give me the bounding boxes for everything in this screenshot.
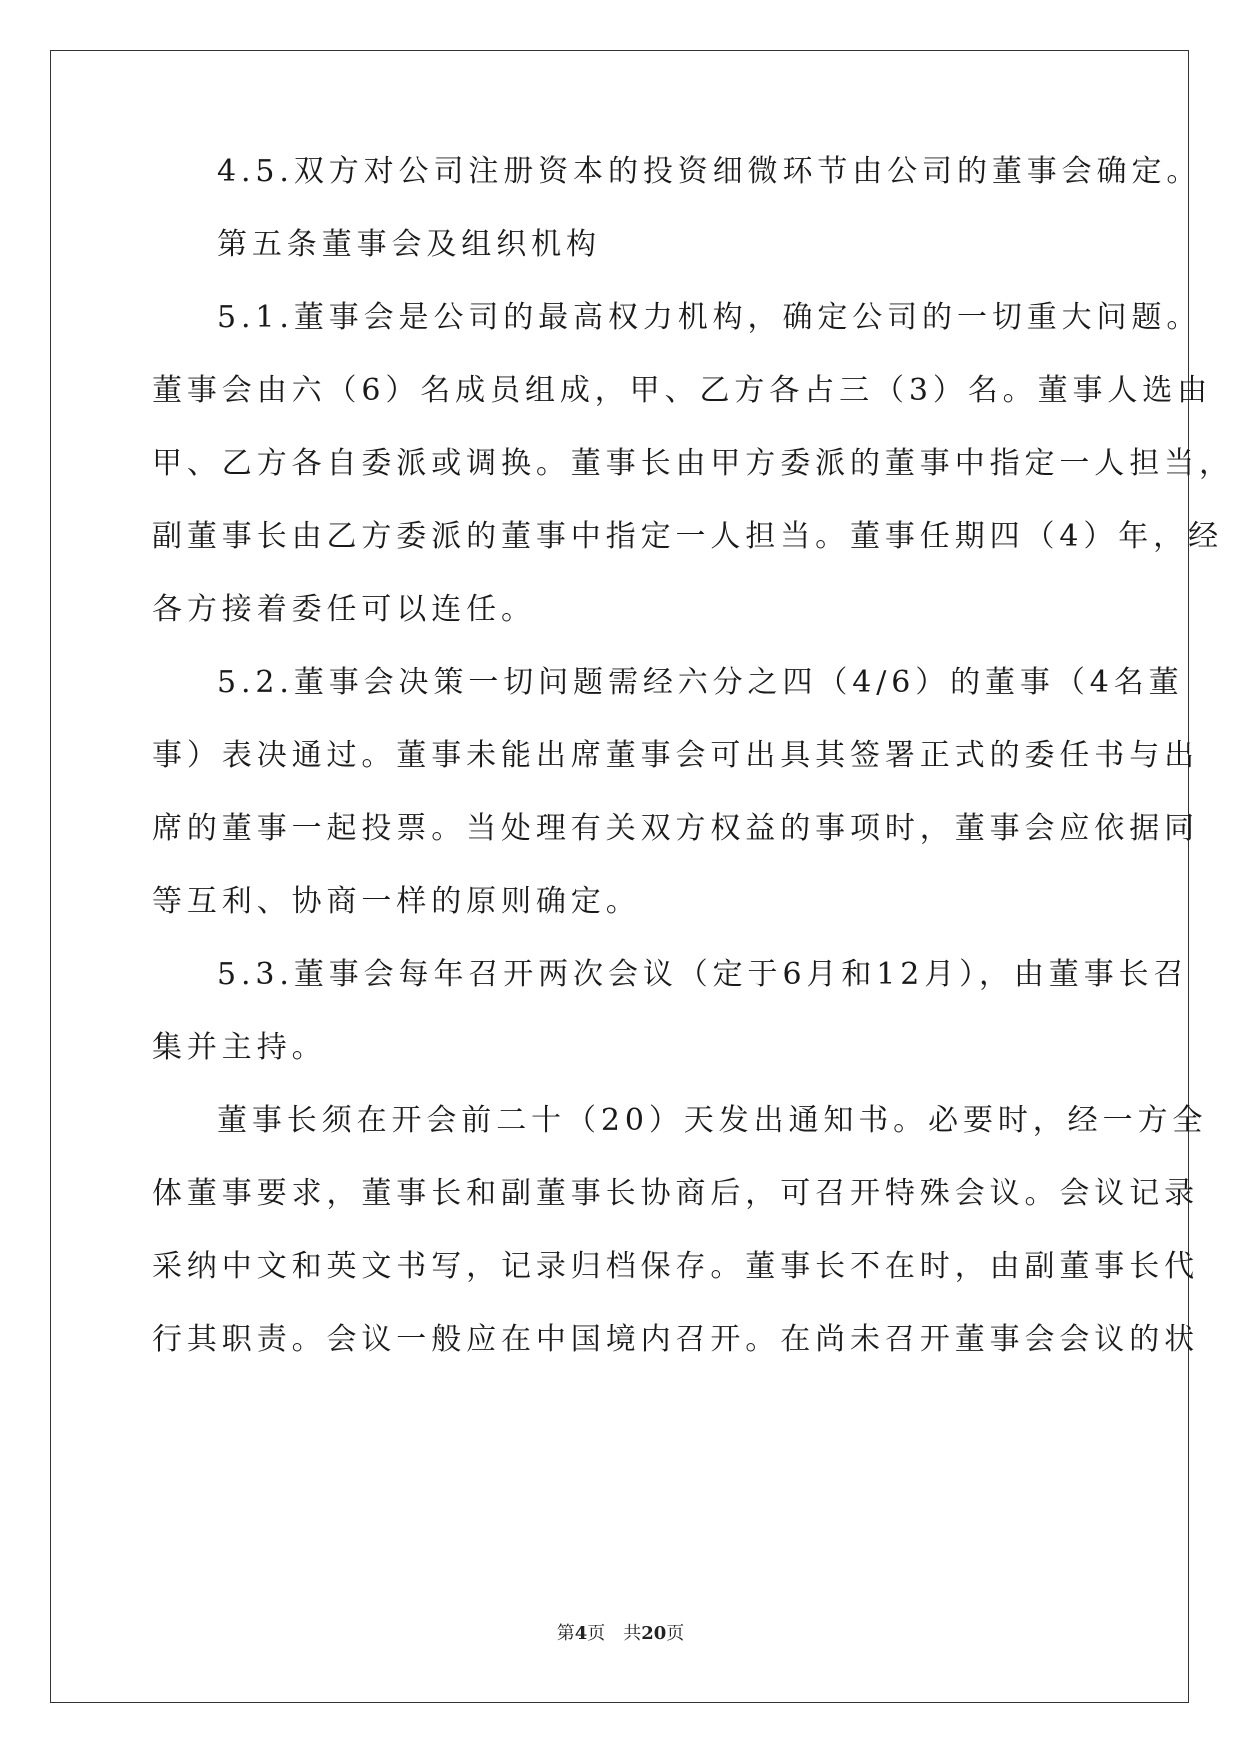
page-number: 4 (574, 1623, 588, 1644)
page-prefix: 第 (556, 1623, 575, 1644)
total-suffix: 页 (666, 1623, 685, 1644)
paragraph-line: 事）表决通过。董事未能出席董事会可出具其签署正式的委任书与出 (152, 738, 1199, 773)
paragraph-line: 各方接着委任可以连任。 (152, 592, 536, 627)
total-prefix: 共 (623, 1623, 642, 1644)
total-pages: 20 (641, 1623, 667, 1644)
paragraph-line: 等互利、协商一样的原则确定。 (152, 884, 641, 919)
paragraph-line: 5.3.董事会每年召开两次会议（定于6月和12月），由董事长召 (217, 957, 1189, 992)
paragraph-line: 副董事长由乙方委派的董事中指定一人担当。董事任期四（4）年，经 (152, 519, 1223, 554)
page-footer (0, 1622, 1241, 1646)
paragraph-line: 甲、乙方各自委派或调换。董事长由甲方委派的董事中指定一人担当， (152, 446, 1234, 481)
paragraph-line: 董事会由六（6）名成员组成，甲、乙方各占三（3）名。董事人选由 (152, 373, 1213, 408)
paragraph-line: 体董事要求，董事长和副董事长协商后，可召开特殊会议。会议记录 (152, 1176, 1199, 1211)
paragraph-line: 采纳中文和英文书写，记录归档保存。董事长不在时，由副董事长代 (152, 1249, 1199, 1284)
paragraph-line: 5.1.董事会是公司的最高权力机构，确定公司的一切重大问题。 (217, 300, 1202, 335)
paragraph-line: 席的董事一起投票。当处理有关双方权益的事项时，董事会应依据同 (152, 811, 1199, 846)
paragraph-line: 4.5.双方对公司注册资本的投资细微环节由公司的董事会确定。 (217, 154, 1202, 189)
paragraph-line: 5.2.董事会决策一切问题需经六分之四（4/6）的董事（4名董 (217, 665, 1184, 700)
paragraph-line: 行其职责。会议一般应在中国境内召开。在尚未召开董事会会议的状 (152, 1322, 1199, 1357)
page-suffix: 页 (587, 1623, 606, 1644)
paragraph-line: 集并主持。 (152, 1030, 327, 1065)
section-heading: 第五条董事会及组织机构 (217, 227, 601, 262)
paragraph-line: 董事长须在开会前二十（20）天发出通知书。必要时，经一方全 (217, 1103, 1208, 1138)
